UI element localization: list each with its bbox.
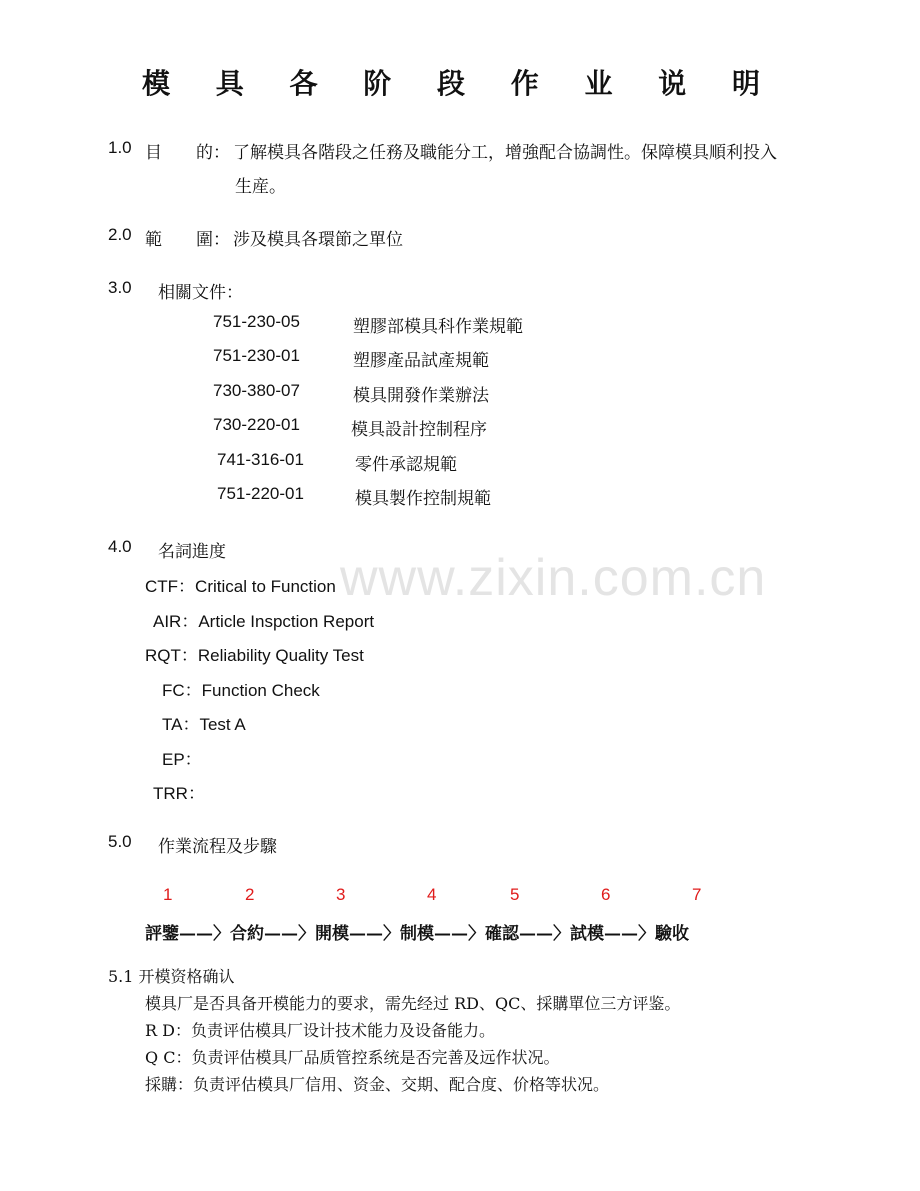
step-number: 1 — [163, 885, 173, 904]
section-4-number: 4.0 — [108, 537, 132, 556]
section-4-label: 名詞進度 — [158, 542, 226, 562]
doc-code: 730-220-01 — [213, 415, 300, 434]
watermark: www.zixin.com.cn — [340, 549, 767, 607]
process-flow: 評鑒——〉合約——〉開模——〉制模——〉確認——〉試模——〉驗收 — [145, 924, 689, 944]
section-5-label: 作業流程及步驟 — [158, 837, 277, 857]
doc-name: 零件承認規範 — [355, 455, 457, 475]
section-2-number: 2.0 — [108, 225, 132, 244]
step-number: 4 — [427, 885, 437, 904]
doc-name: 模具製作控制規範 — [355, 489, 491, 509]
subsection-5-1-line: 模具厂是否具备开模能力的要求，需先经过 RD、QC、採購單位三方评鉴。 — [145, 994, 681, 1013]
doc-name: 塑膠產品試產規範 — [353, 351, 489, 371]
term-trr: TRR： — [153, 784, 205, 803]
doc-code: 751-230-05 — [213, 312, 300, 331]
subsection-5-1-line: 採購：负责评估模具厂信用、资金、交期、配合度、价格等状况。 — [145, 1075, 610, 1094]
section-3-label: 相關文件： — [158, 283, 243, 303]
section-1-text-line1: 了解模具各階段之任務及職能分工，增強配合協調性。保障模具順利投入 — [233, 143, 777, 163]
doc-code: 730-380-07 — [213, 381, 300, 400]
term-ep: EP： — [162, 750, 202, 769]
step-number: 7 — [692, 885, 702, 904]
term-air: AIR：Article Inspction Report — [153, 612, 375, 631]
term-rqt: RQT：Reliability Quality Test — [145, 646, 364, 665]
section-2-text: 涉及模具各環節之單位 — [233, 230, 403, 250]
term-ctf: CTF：Critical to Function — [145, 577, 336, 596]
step-number: 3 — [336, 885, 346, 904]
subsection-5-1-line: Q C：负责评估模具厂品质管控系统是否完善及远作状况。 — [145, 1048, 560, 1067]
page-title: 模 具 各 阶 段 作 业 说 明 — [142, 67, 778, 100]
term-fc: FC：Function Check — [162, 681, 320, 700]
term-ta: TA：Test A — [162, 715, 246, 734]
doc-name: 模具設計控制程序 — [351, 420, 487, 440]
doc-code: 741-316-01 — [217, 450, 304, 469]
section-3-number: 3.0 — [108, 278, 132, 297]
subsection-5-1-heading: 5.1 开模资格确认 — [108, 967, 235, 986]
doc-name: 塑膠部模具科作業規範 — [353, 317, 523, 337]
doc-code: 751-220-01 — [217, 484, 304, 503]
step-number: 5 — [510, 885, 520, 904]
doc-name: 模具開發作業辦法 — [353, 386, 489, 406]
section-1-label: 目 的： — [145, 143, 230, 163]
section-1-text-line2: 生産。 — [235, 177, 286, 197]
subsection-5-1-line: R D：负责评估模具厂设计技术能力及设备能力。 — [145, 1021, 495, 1040]
step-number: 2 — [245, 885, 255, 904]
section-5-number: 5.0 — [108, 832, 132, 851]
section-1-number: 1.0 — [108, 138, 132, 157]
doc-code: 751-230-01 — [213, 346, 300, 365]
section-2-label: 範 圍： — [145, 230, 230, 250]
step-number: 6 — [601, 885, 611, 904]
